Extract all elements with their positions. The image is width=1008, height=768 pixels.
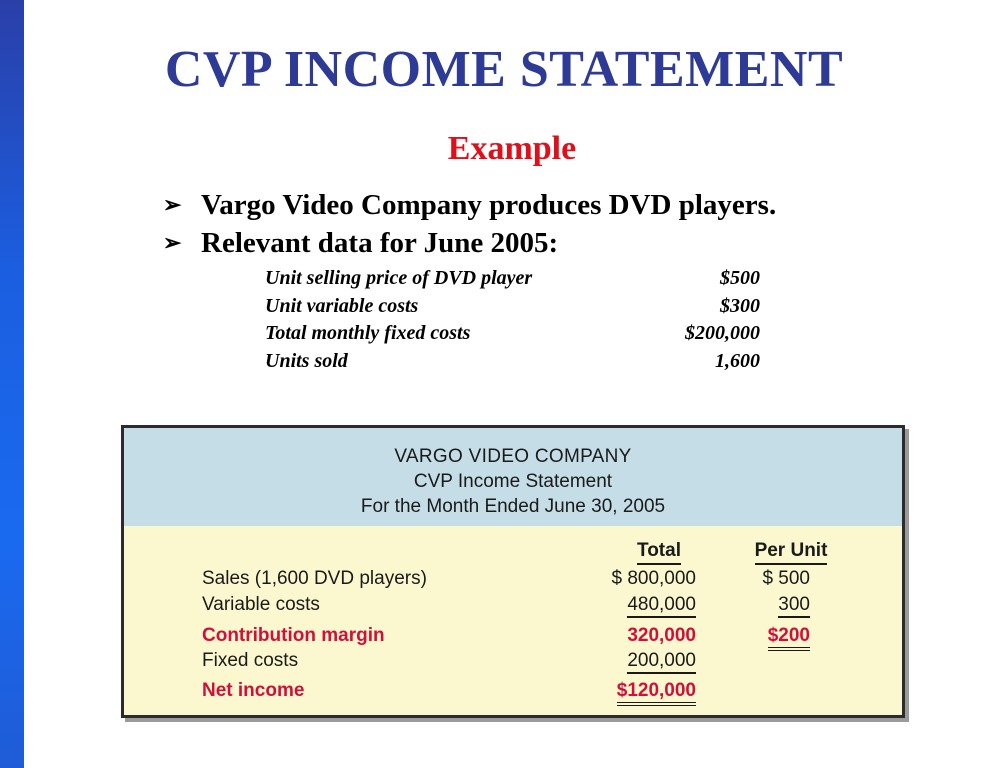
statement-header	[124, 428, 902, 526]
statement-name: CVP Income Statement	[413, 471, 613, 492]
row-label-sales: Sales (1,600 DVD players)	[202, 568, 427, 589]
arrow-bullet-icon: ➢	[163, 192, 182, 217]
bullet-text: Relevant data for June 2005:	[201, 226, 559, 259]
row-total-fixed-costs: 200,000	[627, 650, 696, 674]
relevant-data-list	[265, 265, 760, 375]
data-label: Unit selling price of DVD player	[265, 267, 533, 289]
data-value: $200,000	[685, 322, 760, 344]
row-unit-contribution-margin: $200	[768, 625, 810, 651]
slide-title: CVP INCOME STATEMENT	[164, 41, 844, 98]
data-row	[265, 293, 760, 321]
row-label-net-income: Net income	[202, 680, 305, 701]
left-accent-bar	[0, 0, 24, 768]
data-label: Units sold	[265, 349, 348, 372]
row-unit-variable-costs: 300	[778, 594, 810, 618]
column-header-per-unit	[746, 540, 836, 562]
row-label-contribution-margin: Contribution margin	[202, 625, 385, 646]
data-value: $300	[720, 294, 760, 317]
data-row	[265, 348, 760, 376]
bullet-item	[163, 224, 776, 262]
row-label-fixed-costs: Fixed costs	[202, 650, 299, 671]
income-statement-table	[121, 425, 905, 718]
bullet-text: Vargo Video Company produces DVD players.	[201, 188, 777, 221]
data-row	[265, 320, 760, 348]
row-total-sales: $ 800,000	[611, 568, 696, 589]
data-value: 1,600	[715, 349, 760, 372]
row-total-variable-costs: 480,000	[627, 594, 696, 618]
data-label: Total monthly fixed costs	[265, 322, 471, 344]
slide-subtitle: Example	[447, 130, 577, 167]
column-header-total	[614, 540, 704, 562]
data-row	[265, 265, 760, 293]
bullet-item	[163, 186, 776, 224]
row-label-variable-costs: Variable costs	[202, 594, 320, 615]
row-unit-sales: $ 500	[762, 568, 810, 589]
company-name: VARGO VIDEO COMPANY	[394, 446, 632, 467]
bullet-list	[163, 186, 776, 262]
statement-period: For the Month Ended June 30, 2005	[360, 496, 666, 517]
arrow-bullet-icon: ➢	[163, 230, 182, 255]
column-header-per-unit-label: Per Unit	[755, 540, 828, 565]
data-label: Unit variable costs	[265, 294, 419, 317]
column-header-total-label: Total	[637, 540, 681, 565]
data-value: $500	[720, 267, 760, 289]
row-total-contribution-margin: 320,000	[627, 625, 696, 646]
row-total-net-income: $120,000	[617, 680, 696, 706]
